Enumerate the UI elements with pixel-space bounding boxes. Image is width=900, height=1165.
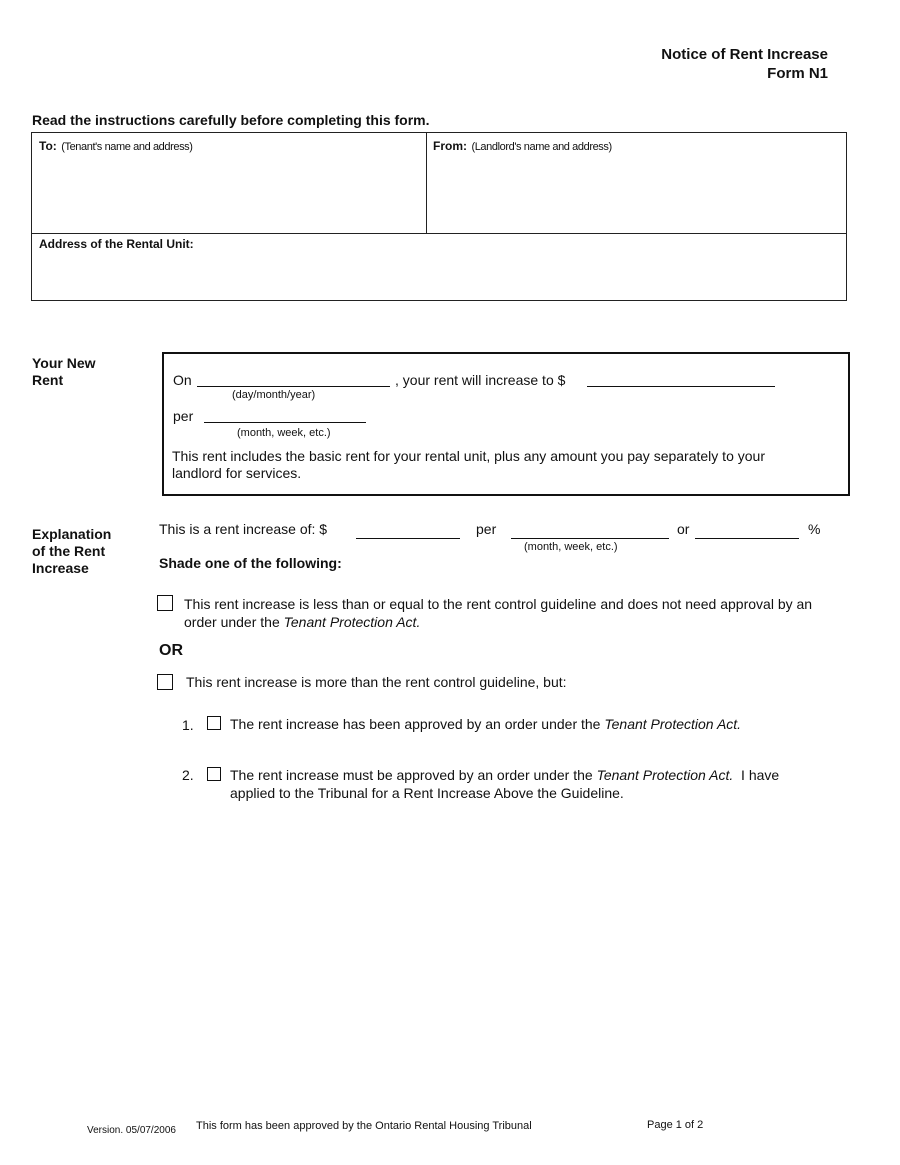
form-number: Form N1 [767,65,828,82]
per-label: per [173,408,194,424]
on-label: On [173,372,192,388]
increase-of-label: This is a rent increase of: $ [159,521,328,537]
increase-to-label: , your rent will increase to $ [395,372,566,388]
landlord-name-address-field[interactable] [432,152,840,228]
sub-option-2-number: 2. [182,767,194,783]
from-label: From: [433,139,467,153]
act-name: Tenant Protection Act. [596,767,734,783]
rent-period-field[interactable] [204,422,366,423]
or-separator: OR [159,642,183,659]
form-title: Notice of Rent Increase [661,46,828,63]
explanation-section-label: Explanation of the Rent Increase [32,526,112,576]
act-name: Tenant Protection Act. [604,716,742,732]
from-hint: (Landlord's name and address) [471,141,612,153]
increase-amount-field[interactable] [356,538,460,539]
option-within-guideline-checkbox[interactable] [157,595,173,611]
approval-text: This form has been approved by the Ontario Rental Housing Tribunal [196,1120,532,1132]
rental-unit-address-field[interactable] [38,252,838,296]
sub-option-approved-text: The rent increase has been approved by an order under the Tenant Protection Act. [230,716,742,732]
sub-option-applied-checkbox[interactable] [207,767,221,781]
instructions-text: Read the instructions carefully before completing this form. [32,112,430,128]
version-text: Version. 05/07/2006 [87,1125,176,1136]
page-number: Page 1 of 2 [647,1119,704,1131]
increase-per-label: per [476,521,497,537]
sub-option-applied-text: The rent increase must be approved by an order under the Tenant Protection Act. I have applied to the Tribunal for a Rent Increase Above the Guideline. [230,767,780,801]
percent-symbol: % [808,521,821,537]
rent-period-hint: (month, week, etc.) [237,427,331,439]
sub-option-1-number: 1. [182,717,194,733]
shade-instruction: Shade one of the following: [159,555,342,571]
rent-includes-note: This rent includes the basic rent for your rental unit, plus any amount you pay separately to your landlord for services. [172,448,765,481]
increase-period-hint: (month, week, etc.) [524,541,618,553]
to-label: To: [39,139,57,153]
increase-period-field[interactable] [511,538,669,539]
form-title-block [661,45,828,83]
act-name: Tenant Protection Act. [283,614,421,630]
sub-option-approved-checkbox[interactable] [207,716,221,730]
increase-percent-field[interactable] [695,538,799,539]
date-format-hint: (day/month/year) [232,389,316,401]
parties-column-divider [426,132,427,234]
option-above-guideline-text: This rent increase is more than the rent control guideline, but: [186,674,567,690]
rental-unit-address-label: Address of the Rental Unit: [39,237,194,251]
option-within-guideline-text: This rent increase is less than or equal to the rent control guideline and does not need approval by an order under the Tenant Protection Act. [184,596,813,630]
to-hint: (Tenant's name and address) [61,141,193,153]
effective-date-field[interactable] [197,386,390,387]
tenant-name-address-field[interactable] [38,152,418,228]
new-rent-amount-field[interactable] [587,386,775,387]
parties-row-divider [31,233,847,234]
increase-or-label: or [677,521,690,537]
option-above-guideline-checkbox[interactable] [157,674,173,690]
new-rent-section-label: Your New Rent [32,355,96,388]
